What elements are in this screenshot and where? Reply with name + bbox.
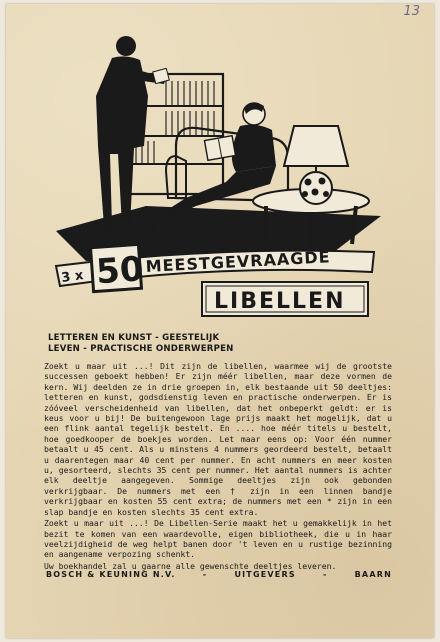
page-number: 13: [403, 4, 420, 19]
footer-publisher: BOSCH & KEUNING N.V.: [46, 570, 176, 579]
banner-title: LIBELLEN: [214, 289, 346, 314]
footer-separator: -: [202, 570, 208, 579]
banner-headline: MEESTGEVRAAGDE: [145, 247, 332, 276]
footer-separator: -: [322, 570, 328, 579]
banner-multiplier: 3 x: [60, 268, 85, 286]
title-banner: [54, 242, 384, 322]
standing-man-figure: [96, 36, 169, 232]
subheading-line-1: LETTEREN EN KUNST - GEESTELIJK: [48, 333, 220, 343]
banner-number: 50: [94, 249, 145, 293]
body-paragraph-3: Uw boekhandel zal u gaarne alle gewenschte deeltjes leveren.: [44, 560, 337, 571]
document-page: [6, 4, 434, 638]
reading-room-illustration: [26, 26, 396, 271]
subheading: [48, 333, 388, 355]
body-paragraph-1: Zoekt u maar uit ...! Dit zijn de libellen, waarmee wij de grootste successen geboekt hebben! Er zijn méér libellen, maar deze vormen de kern. Wij deelden ze in drie groepen in, elk bestaande uit 50 deeltjes: letteren en kunst, godsdienstig leven en practische onderwerpen. Er is zóóveel verscheidenheid van libellen, dat het onbeperkt geldt: er is keus voor u bij! De buitengewoon lage prijs maakt het mogelijk, dat u een flink aantal tegelijk bestelt. En .... hoe méér titels u bestelt, hoe goedkooper de boekjes worden. Let maar eens op: Voor één nummer betaalt u 45 cent. Als u minstens 4 nummers geordeerd bestelt, betaalt u daarentegen maar 40 cent per nummer. En acht nummers en meer kosten u, gesorteerd, slechts 35 cent per nummer. Het aantal nummers is achter elk deeltje aangegeven. Sommige deeltjes zijn ook gebonden verkrijgbaar. De nummers met een † zijn in een linnen bandje verkrijgbaar en kosten 55 cent extra; de nummers met een * zijn in een slap bandje en kosten slechts 35 cent extra.: [44, 361, 392, 517]
footer-city: BAARN: [354, 570, 392, 579]
publisher-footer: [46, 570, 392, 579]
body-paragraph-2: Zoekt u maar uit ...! De Libellen-Serie maakt het u gemakkelijk in het bezit te komen van een waardevolle, eigen bibliotheek, die u in haar veelzijdigheid de weg helpt banen door 't leven en u rustige bezinning en aangename verpozing schenkt.: [44, 518, 392, 560]
footer-role: UITGEVERS: [234, 570, 296, 579]
subheading-line-2: LEVEN - PRACTISCHE ONDERWERPEN: [48, 344, 234, 354]
body-text: [44, 361, 392, 572]
